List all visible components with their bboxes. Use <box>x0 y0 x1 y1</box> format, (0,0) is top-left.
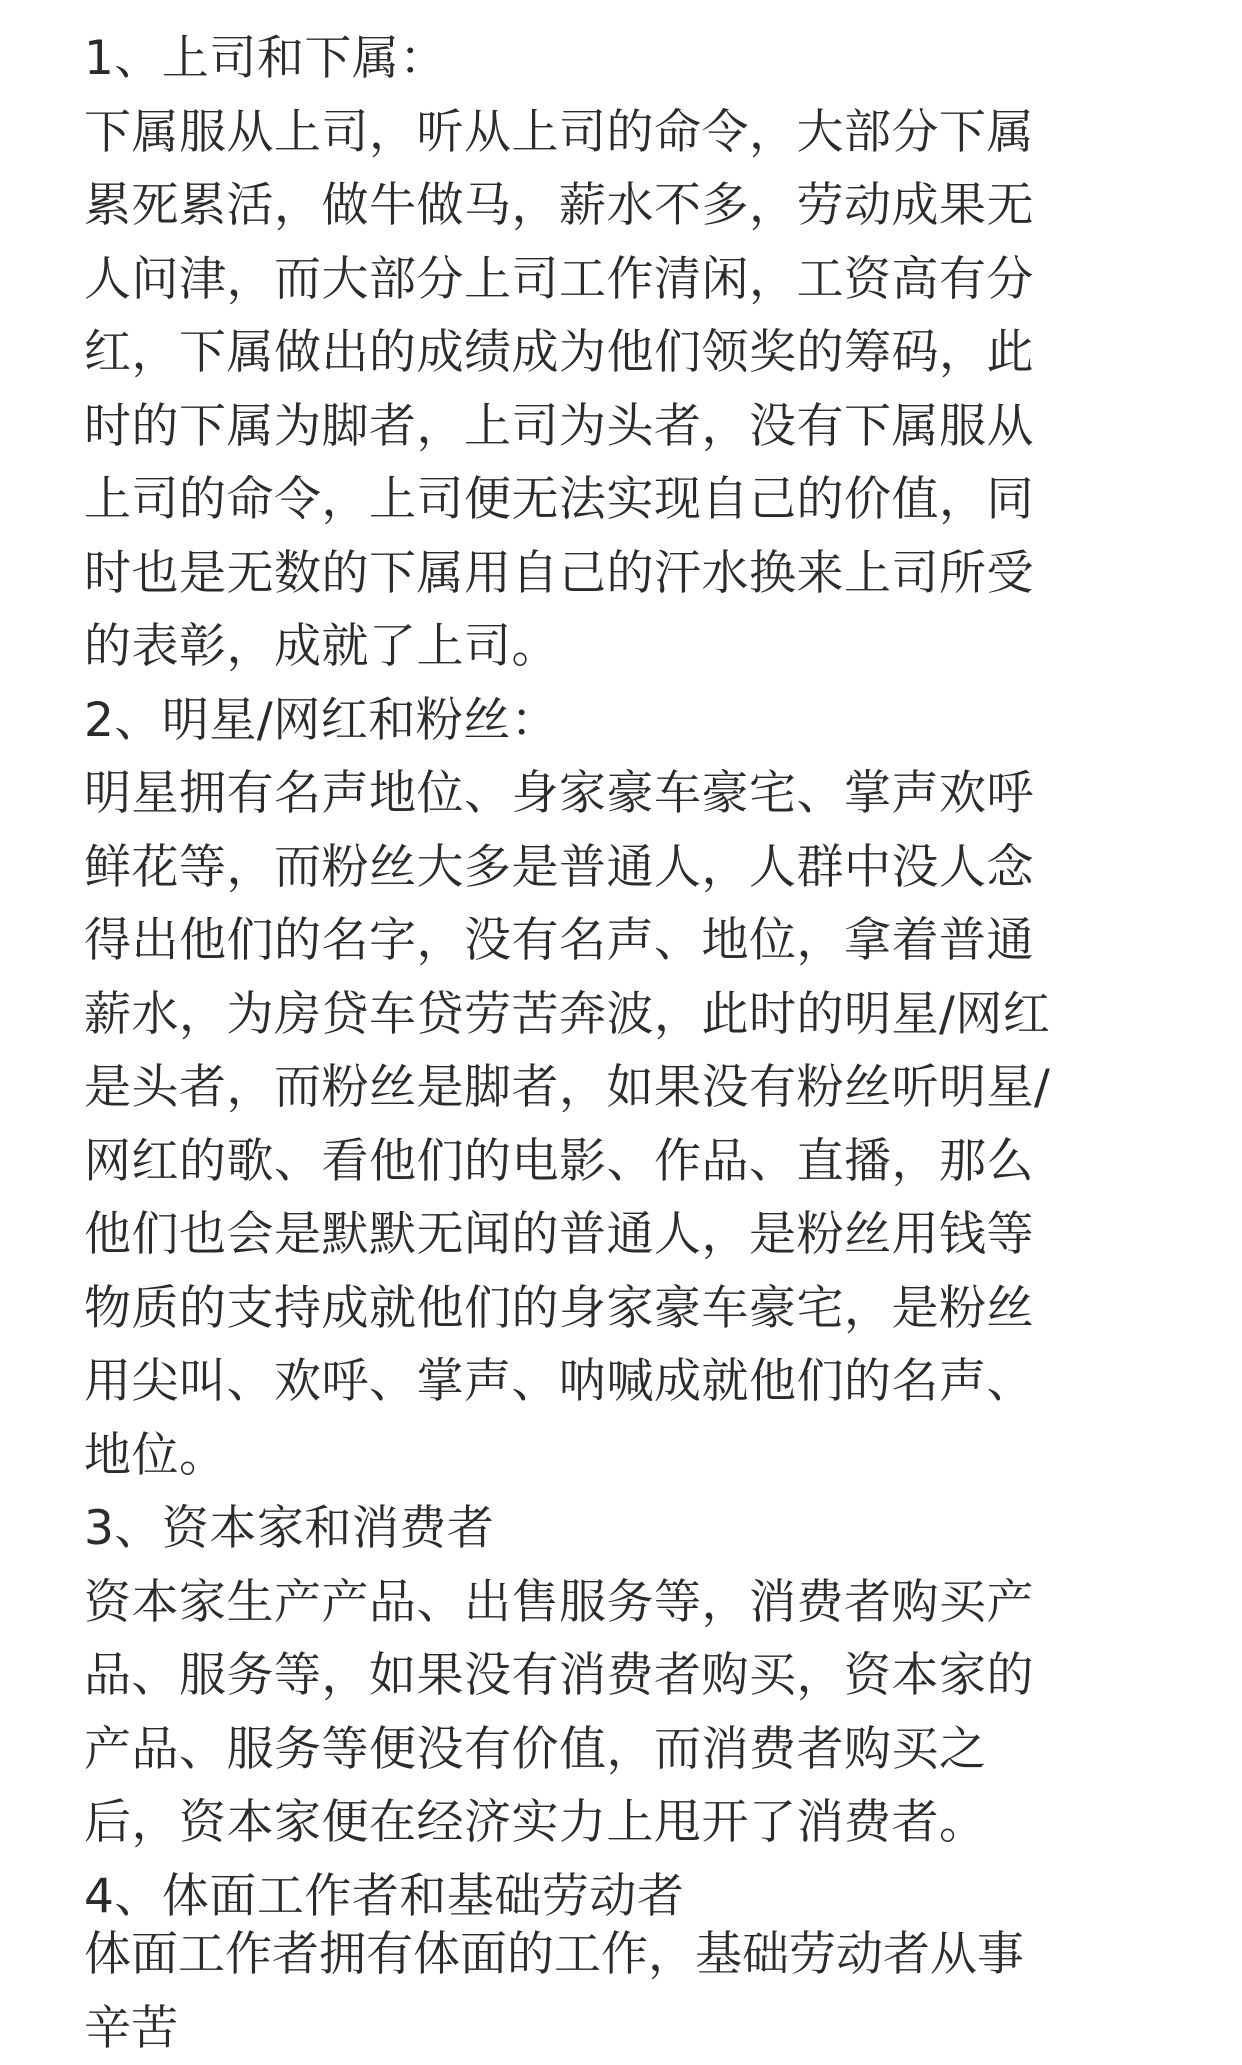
section-1-body: 下属服从上司，听从上司的命令，大部分下属 累死累活，做牛做马，薪水不多，劳动成果无 人问津，而大部分上司工作清闲，工资高有分 红，下属做出的成绩成为他们领奖的筹码，此 时的下属为脚者，上司为头者，没有下属服从 上司的命令，上司便无法实现自己的价值，同 时也是无数的下属用自己的汗水换来上司所受 的表彰，成就了上司。 <box>84 104 1034 674</box>
section-3-heading: 3、资本家和消费者 <box>84 1501 495 1556</box>
section-4-heading: 4、体面工作者和基础劳动者 <box>84 1868 685 1924</box>
section-1-heading: 1、上司和下属： <box>84 31 447 86</box>
cut-off-text-line <box>84 1918 1044 2056</box>
section-2-heading: 2、明星/网红和粉丝： <box>84 692 559 748</box>
section-3-body: 资本家生产产品、出售服务等，消费者购买产 品、服务等，如果没有消费者购买，资本家的 产品、服务等便没有价值，而消费者购买之 后，资本家便在经济实力上甩开了消费者。 <box>84 1574 1034 1850</box>
cut-off-text: 体面工作者拥有体面的工作，基础劳动者从事辛苦 <box>84 1927 1024 2056</box>
document-body <box>84 22 1174 1933</box>
section-2-body: 明星拥有名声地位、身家豪车豪宅、掌声欢呼 鲜花等，而粉丝大多是普通人，人群中没人念 得出他们的名字，没有名声、地位，拿着普通 薪水，为房贷车贷劳苦奔波，此时的明星/网红 是头者，而粉丝是脚者，如果没有粉丝听明星/ 网红的歌、看他们的电影、作品、直播，那么 他们也会是默默无闻的普通人，是粉丝用钱等 物质的支持成就他们的身家豪车豪宅，是粉丝 用尖叫、欢呼、掌声、呐喊成就他们的名声、 地位。 <box>84 766 1051 1483</box>
